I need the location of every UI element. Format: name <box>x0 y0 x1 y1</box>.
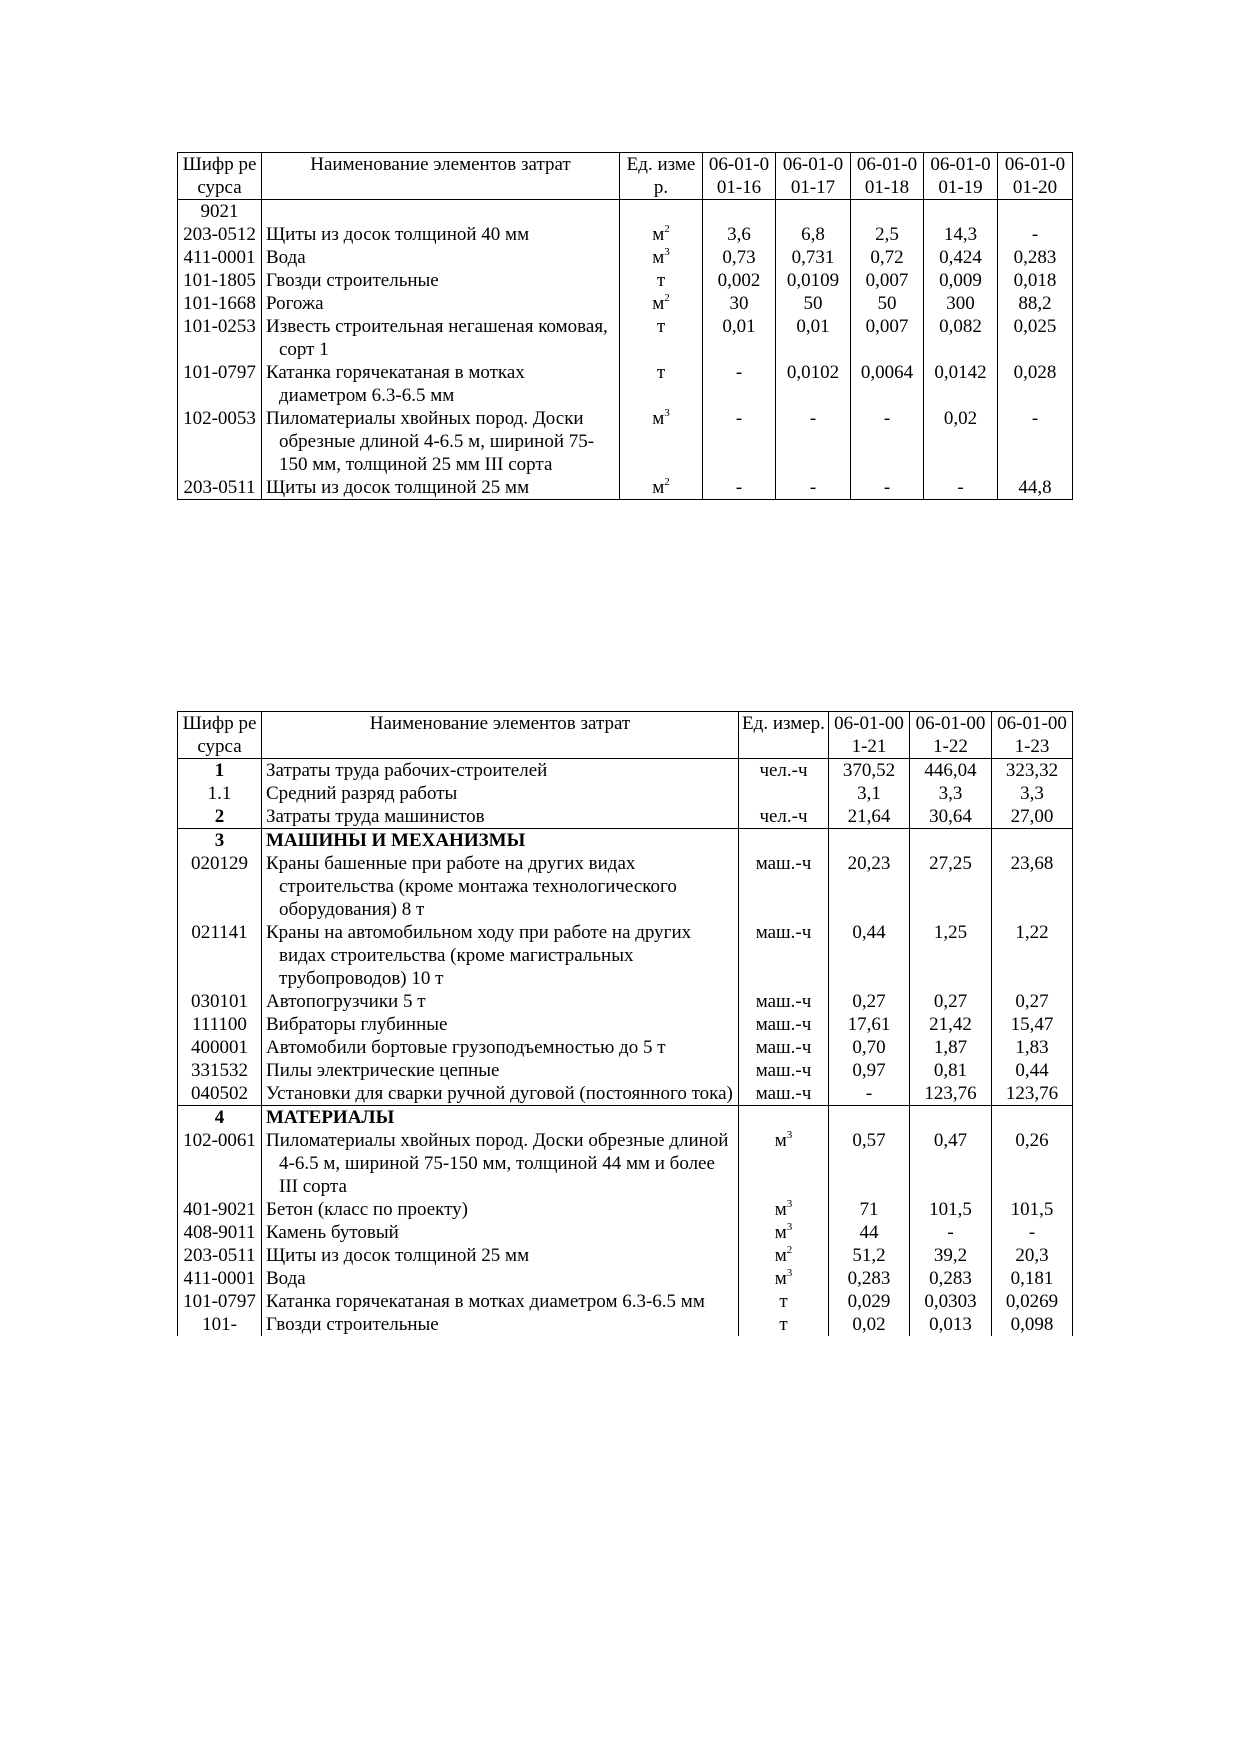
resource-code: 2 <box>178 805 262 829</box>
cost-element-name: Средний разряд работы <box>262 782 739 805</box>
value-cell: 0,283 <box>910 1267 992 1290</box>
cost-element-name: Автопогрузчики 5 т <box>262 990 739 1013</box>
unit-exponent: 2 <box>664 476 670 488</box>
table-row <box>178 1036 1073 1059</box>
unit-cell <box>620 407 703 476</box>
unit: маш.-ч <box>755 1014 812 1035</box>
value-cell: 0,81 <box>910 1059 992 1082</box>
unit-exponent: 2 <box>664 292 670 304</box>
unit: м <box>652 247 665 268</box>
unit: маш.-ч <box>755 922 812 943</box>
table-row <box>178 407 1073 476</box>
value-cell: 3,3 <box>910 782 992 805</box>
value-cell: 0,27 <box>992 990 1073 1013</box>
unit-cell <box>739 1290 829 1313</box>
table-header-row <box>178 153 1073 200</box>
unit: маш.-ч <box>755 853 812 874</box>
header-cell: 06-01-001-22 <box>910 712 992 759</box>
value-cell: - <box>924 476 998 500</box>
resource-code: 102-0053 <box>178 407 262 476</box>
resource-table-1 <box>177 152 1073 500</box>
unit-cell <box>739 1129 829 1198</box>
value-cell: 0,283 <box>998 246 1073 269</box>
table-row <box>178 1059 1073 1082</box>
value-cell <box>910 1106 992 1130</box>
value-cell: 0,97 <box>829 1059 910 1082</box>
value-cell: 88,2 <box>998 292 1073 315</box>
cost-element-name: Щиты из досок толщиной 40 мм <box>262 223 620 246</box>
value-cell: - <box>703 361 776 407</box>
value-cell: - <box>998 407 1073 476</box>
table-row <box>178 805 1073 829</box>
cost-element-name: Известь строительная негашеная комовая, сорт 1 <box>262 315 620 361</box>
unit: м <box>774 1199 787 1220</box>
value-cell <box>992 829 1073 853</box>
resource-code: 1 <box>178 759 262 783</box>
resource-code: 040502 <box>178 1082 262 1106</box>
resource-code: 331532 <box>178 1059 262 1082</box>
unit: чел.-ч <box>759 760 808 781</box>
unit: м <box>652 408 665 429</box>
resource-code: 401-9021 <box>178 1198 262 1221</box>
value-cell: 1,25 <box>910 921 992 990</box>
resource-code: 203-0511 <box>178 476 262 500</box>
table-row <box>178 361 1073 407</box>
unit-exponent: 3 <box>664 246 670 258</box>
value-cell <box>998 200 1073 224</box>
value-cell: 0,26 <box>992 1129 1073 1198</box>
value-cell: 1,87 <box>910 1036 992 1059</box>
value-cell: 0,01 <box>776 315 851 361</box>
value-cell: 0,73 <box>703 246 776 269</box>
unit: м <box>652 477 665 498</box>
value-cell: 3,3 <box>992 782 1073 805</box>
value-cell: 101,5 <box>910 1198 992 1221</box>
unit-exponent: 2 <box>786 1244 793 1256</box>
unit-cell <box>620 315 703 361</box>
table-row <box>178 1082 1073 1106</box>
resource-code: 203-0511 <box>178 1244 262 1267</box>
value-cell: 123,76 <box>992 1082 1073 1106</box>
table-row <box>178 476 1073 500</box>
value-cell: 101,5 <box>992 1198 1073 1221</box>
unit-exponent: 3 <box>786 1267 793 1279</box>
resource-code: 411-0001 <box>178 246 262 269</box>
value-cell: 0,27 <box>829 990 910 1013</box>
value-cell: 0,181 <box>992 1267 1073 1290</box>
value-cell: 20,3 <box>992 1244 1073 1267</box>
value-cell: 20,23 <box>829 852 910 921</box>
cost-element-name: Автомобили бортовые грузоподъемностью до 5 т <box>262 1036 739 1059</box>
table-row <box>178 1129 1073 1198</box>
cost-element-name: Рогожа <box>262 292 620 315</box>
unit: м <box>652 224 665 245</box>
unit: т <box>656 362 666 383</box>
cost-element-name: Пиломатериалы хвойных пород. Доски обрезные длиной 4-6.5 м, шириной 75-150 мм, толщиной 25 мм III сорта <box>262 407 620 476</box>
value-cell: 0,018 <box>998 269 1073 292</box>
unit-cell <box>739 921 829 990</box>
value-cell: 44 <box>829 1221 910 1244</box>
value-cell: 0,57 <box>829 1129 910 1198</box>
value-cell: 0,0303 <box>910 1290 992 1313</box>
unit-cell <box>739 990 829 1013</box>
value-cell: 27,00 <box>992 805 1073 829</box>
cost-element-name: Камень бутовый <box>262 1221 739 1244</box>
unit-cell <box>620 223 703 246</box>
resource-code: 9021 <box>178 200 262 224</box>
resource-code: 021141 <box>178 921 262 990</box>
cost-element-name: Щиты из досок толщиной 25 мм <box>262 476 620 500</box>
value-cell: 0,0109 <box>776 269 851 292</box>
value-cell: 0,01 <box>703 315 776 361</box>
value-cell: 0,27 <box>910 990 992 1013</box>
table-row <box>178 782 1073 805</box>
table-row <box>178 852 1073 921</box>
table-row <box>178 246 1073 269</box>
value-cell: 0,009 <box>924 269 998 292</box>
table-row <box>178 1313 1073 1336</box>
value-cell: 123,76 <box>910 1082 992 1106</box>
value-cell: 0,013 <box>910 1313 992 1336</box>
unit-cell <box>739 1313 829 1336</box>
value-cell: 0,731 <box>776 246 851 269</box>
value-cell: 0,007 <box>851 269 924 292</box>
header-cell: 06-01-001-16 <box>703 153 776 200</box>
value-cell: - <box>851 476 924 500</box>
value-cell <box>910 829 992 853</box>
value-cell: 15,47 <box>992 1013 1073 1036</box>
value-cell: 50 <box>851 292 924 315</box>
value-cell: 51,2 <box>829 1244 910 1267</box>
table-row <box>178 1013 1073 1036</box>
value-cell <box>703 200 776 224</box>
value-cell: 0,44 <box>992 1059 1073 1082</box>
value-cell: - <box>829 1082 910 1106</box>
value-cell: 0,0064 <box>851 361 924 407</box>
table-row <box>178 990 1073 1013</box>
value-cell: - <box>998 223 1073 246</box>
cost-element-name: Вода <box>262 1267 739 1290</box>
unit-cell <box>739 1267 829 1290</box>
unit-cell <box>620 476 703 500</box>
value-cell: 21,42 <box>910 1013 992 1036</box>
value-cell: 3,1 <box>829 782 910 805</box>
value-cell: 30 <box>703 292 776 315</box>
resource-code: 111100 <box>178 1013 262 1036</box>
unit: маш.-ч <box>755 991 812 1012</box>
value-cell: 23,68 <box>992 852 1073 921</box>
unit-cell <box>739 1198 829 1221</box>
unit-cell <box>739 1013 829 1036</box>
resource-code: 3 <box>178 829 262 853</box>
value-cell: 0,098 <box>992 1313 1073 1336</box>
table-row <box>178 1244 1073 1267</box>
value-cell: 446,04 <box>910 759 992 783</box>
value-cell: 30,64 <box>910 805 992 829</box>
value-cell: 0,44 <box>829 921 910 990</box>
resource-code: 030101 <box>178 990 262 1013</box>
unit: т <box>779 1314 788 1335</box>
value-cell: 39,2 <box>910 1244 992 1267</box>
header-cell: 06-01-001-21 <box>829 712 910 759</box>
unit-cell <box>620 246 703 269</box>
table-row <box>178 1267 1073 1290</box>
resource-code: 4 <box>178 1106 262 1130</box>
unit-cell <box>739 1221 829 1244</box>
unit: т <box>779 1291 788 1312</box>
value-cell: - <box>910 1221 992 1244</box>
unit-exponent: 3 <box>786 1221 793 1233</box>
cost-element-name: Пиломатериалы хвойных пород. Доски обрезные длиной 4-6.5 м, шириной 75-150 мм, толщиной 44 мм и более III сорта <box>262 1129 739 1198</box>
unit-exponent: 3 <box>786 1198 793 1210</box>
cost-element-name: Катанка горячекатаная в мотках диаметром 6.3-6.5 мм <box>262 1290 739 1313</box>
header-cell: 06-01-001-18 <box>851 153 924 200</box>
unit: маш.-ч <box>755 1037 812 1058</box>
value-cell: - <box>776 407 851 476</box>
cost-element-name: Краны на автомобильном ходу при работе на других видах строительства (кроме магистральных трубопроводов) 10 т <box>262 921 739 990</box>
value-cell: 323,32 <box>992 759 1073 783</box>
table-row <box>178 1290 1073 1313</box>
value-cell: 0,47 <box>910 1129 992 1198</box>
value-cell: 0,007 <box>851 315 924 361</box>
value-cell: 0,0142 <box>924 361 998 407</box>
table-row <box>178 921 1073 990</box>
resource-code: 101-0797 <box>178 1290 262 1313</box>
value-cell: 0,0269 <box>992 1290 1073 1313</box>
value-cell: 3,6 <box>703 223 776 246</box>
value-cell <box>776 200 851 224</box>
table-row <box>178 759 1073 783</box>
table-row <box>178 200 1073 224</box>
unit-cell <box>739 782 829 805</box>
value-cell: - <box>851 407 924 476</box>
value-cell: 300 <box>924 292 998 315</box>
value-cell: 0,70 <box>829 1036 910 1059</box>
value-cell: 1,22 <box>992 921 1073 990</box>
unit: м <box>774 1268 787 1289</box>
unit-cell <box>620 200 703 224</box>
value-cell: 6,8 <box>776 223 851 246</box>
resource-code: 101- <box>178 1313 262 1336</box>
resource-code: 101-0797 <box>178 361 262 407</box>
cost-element-name: Краны башенные при работе на других видах строительства (кроме монтажа технологического оборудования) 8 т <box>262 852 739 921</box>
resource-code: 400001 <box>178 1036 262 1059</box>
unit-cell <box>620 292 703 315</box>
value-cell: 14,3 <box>924 223 998 246</box>
resource-code: 101-1668 <box>178 292 262 315</box>
unit-cell <box>620 269 703 292</box>
value-cell: 1,83 <box>992 1036 1073 1059</box>
unit: м <box>774 1245 787 1266</box>
resource-code: 020129 <box>178 852 262 921</box>
value-cell: - <box>992 1221 1073 1244</box>
value-cell: 0,02 <box>829 1313 910 1336</box>
table-row <box>178 1106 1073 1130</box>
value-cell: 0,02 <box>924 407 998 476</box>
unit: маш.-ч <box>755 1083 812 1104</box>
header-cell: 06-01-001-20 <box>998 153 1073 200</box>
resource-table-2 <box>177 711 1073 1336</box>
header-cell: Ед. измер. <box>739 712 829 759</box>
unit-exponent: 3 <box>664 407 670 419</box>
cost-element-name: Затраты труда машинистов <box>262 805 739 829</box>
unit-cell <box>739 1036 829 1059</box>
value-cell <box>851 200 924 224</box>
resource-code: 101-1805 <box>178 269 262 292</box>
cost-element-name: Щиты из досок толщиной 25 мм <box>262 1244 739 1267</box>
value-cell <box>829 1106 910 1130</box>
unit: т <box>656 270 666 291</box>
value-cell: 50 <box>776 292 851 315</box>
unit-cell <box>739 805 829 829</box>
header-cell: 06-01-001-19 <box>924 153 998 200</box>
unit-cell <box>739 1106 829 1130</box>
cost-element-name <box>262 200 620 224</box>
unit: т <box>656 316 666 337</box>
unit-exponent: 2 <box>664 223 670 235</box>
header-cell: 06-01-001-23 <box>992 712 1073 759</box>
value-cell: - <box>703 407 776 476</box>
value-cell: 0,283 <box>829 1267 910 1290</box>
unit-cell <box>739 759 829 783</box>
cost-element-name: Вода <box>262 246 620 269</box>
value-cell: 0,72 <box>851 246 924 269</box>
unit-exponent: 3 <box>786 1129 793 1141</box>
value-cell: 21,64 <box>829 805 910 829</box>
resource-code: 101-0253 <box>178 315 262 361</box>
value-cell: 71 <box>829 1198 910 1221</box>
unit-cell <box>739 1082 829 1106</box>
value-cell <box>992 1106 1073 1130</box>
table-row <box>178 223 1073 246</box>
cost-element-name: Гвозди строительные <box>262 269 620 292</box>
value-cell: 370,52 <box>829 759 910 783</box>
value-cell: - <box>776 476 851 500</box>
cost-element-name: Катанка горячекатаная в мотках диаметром 6.3-6.5 мм <box>262 361 620 407</box>
table-row <box>178 1221 1073 1244</box>
cost-element-name: Затраты труда рабочих-строителей <box>262 759 739 783</box>
value-cell: 0,424 <box>924 246 998 269</box>
value-cell: 0,082 <box>924 315 998 361</box>
table-row <box>178 829 1073 853</box>
header-cell: 06-01-001-17 <box>776 153 851 200</box>
unit-cell <box>739 1059 829 1082</box>
cost-element-name: Бетон (класс по проекту) <box>262 1198 739 1221</box>
value-cell: 17,61 <box>829 1013 910 1036</box>
resource-code: 408-9011 <box>178 1221 262 1244</box>
value-cell: 0,0102 <box>776 361 851 407</box>
value-cell: 27,25 <box>910 852 992 921</box>
table-row <box>178 1198 1073 1221</box>
cost-element-name: Установки для сварки ручной дуговой (постоянного тока) <box>262 1082 739 1106</box>
cost-element-name: МАШИНЫ И МЕХАНИЗМЫ <box>262 829 739 853</box>
cost-element-name: МАТЕРИАЛЫ <box>262 1106 739 1130</box>
header-cell: Ед. измер. <box>620 153 703 200</box>
table-header-row <box>178 712 1073 759</box>
value-cell: 0,029 <box>829 1290 910 1313</box>
header-cell: Шифр ресурса <box>178 153 262 200</box>
cost-element-name: Вибраторы глубинные <box>262 1013 739 1036</box>
value-cell: - <box>703 476 776 500</box>
unit-cell <box>739 1244 829 1267</box>
unit: маш.-ч <box>755 1060 812 1081</box>
unit: м <box>652 293 665 314</box>
unit-cell <box>739 852 829 921</box>
value-cell: 44,8 <box>998 476 1073 500</box>
unit: м <box>774 1222 787 1243</box>
resource-code: 203-0512 <box>178 223 262 246</box>
resource-code: 1.1 <box>178 782 262 805</box>
cost-element-name: Пилы электрические цепные <box>262 1059 739 1082</box>
table-row <box>178 292 1073 315</box>
header-cell: Шифр ресурса <box>178 712 262 759</box>
header-cell: Наименование элементов затрат <box>262 712 739 759</box>
header-cell: Наименование элементов затрат <box>262 153 620 200</box>
value-cell <box>924 200 998 224</box>
resource-code: 411-0001 <box>178 1267 262 1290</box>
cost-element-name: Гвозди строительные <box>262 1313 739 1336</box>
value-cell <box>829 829 910 853</box>
table-row <box>178 269 1073 292</box>
table-row <box>178 315 1073 361</box>
value-cell: 0,025 <box>998 315 1073 361</box>
unit: чел.-ч <box>759 806 808 827</box>
value-cell: 0,028 <box>998 361 1073 407</box>
value-cell: 0,002 <box>703 269 776 292</box>
value-cell: 2,5 <box>851 223 924 246</box>
resource-code: 102-0061 <box>178 1129 262 1198</box>
unit: м <box>774 1130 787 1151</box>
unit-cell <box>739 829 829 853</box>
unit-cell <box>620 361 703 407</box>
